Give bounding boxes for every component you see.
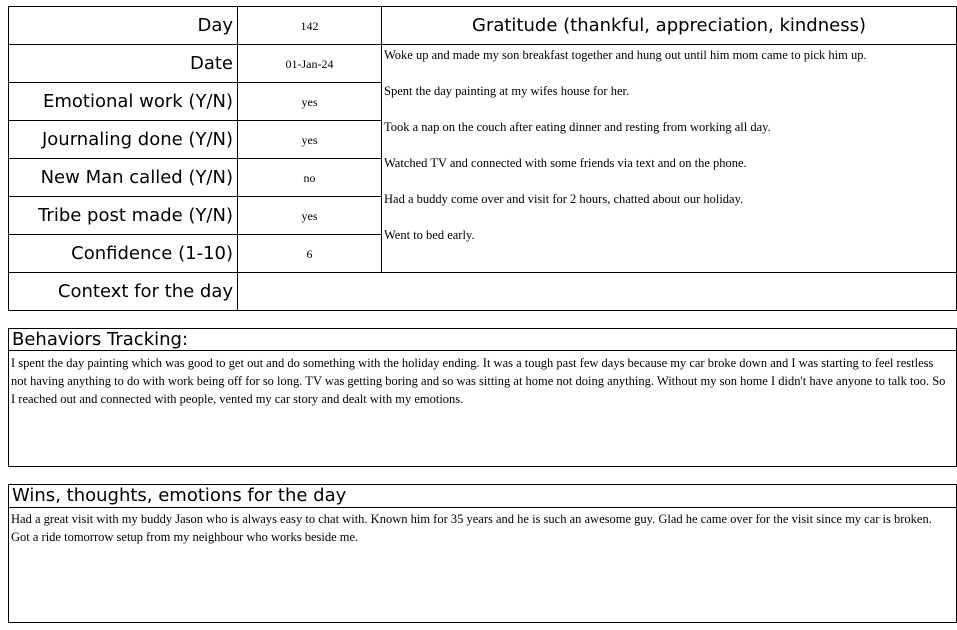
gratitude-item[interactable]: Went to bed early. bbox=[384, 228, 475, 242]
journaling-done-label: Journaling done (Y/N) bbox=[41, 129, 233, 150]
day-value[interactable]: 142 bbox=[300, 19, 319, 33]
journaling-done-value[interactable]: yes bbox=[301, 133, 318, 147]
confidence-label: Confidence (1-10) bbox=[71, 243, 233, 264]
gratitude-item[interactable]: Spent the day painting at my wifes house for her. bbox=[384, 84, 630, 98]
tribe-post-made-value[interactable]: yes bbox=[301, 209, 318, 223]
behaviors-text[interactable]: I spent the day painting which was good to get out and do something with the holiday ending. It was a tough past few days because my car broke down and I was starting to feel restless not having anything to do with work being off for so long. TV was getting boring and so was sitting at home not doing anything. Without my son home I didn't have anyone to talk too. So I reached out and connected with people, vented my car story and dealt with my emotions. bbox=[11, 356, 946, 406]
context-label: Context for the day bbox=[57, 281, 233, 302]
gratitude-list[interactable] bbox=[384, 47, 954, 263]
new-man-called-label: New Man called (Y/N) bbox=[40, 167, 233, 188]
gratitude-item[interactable]: Took a nap on the couch after eating dinner and resting from working all day. bbox=[384, 120, 771, 134]
gratitude-item[interactable]: Woke up and made my son breakfast together and hung out until him mom came to pick him up. bbox=[384, 48, 867, 62]
divider bbox=[8, 507, 957, 508]
gratitude-heading: Gratitude (thankful, appreciation, kindness) bbox=[472, 15, 866, 36]
new-man-called-value[interactable]: no bbox=[303, 171, 316, 185]
confidence-value[interactable]: 6 bbox=[306, 247, 313, 261]
wins-title: Wins, thoughts, emotions for the day bbox=[12, 485, 347, 506]
day-label: Day bbox=[197, 15, 233, 36]
date-label: Date bbox=[189, 53, 233, 74]
gratitude-item[interactable]: Watched TV and connected with some friends via text and on the phone. bbox=[384, 156, 747, 170]
divider bbox=[8, 350, 957, 351]
behaviors-title: Behaviors Tracking: bbox=[12, 329, 189, 350]
date-value[interactable]: 01-Jan-24 bbox=[285, 57, 334, 71]
context-value-cell[interactable] bbox=[238, 273, 956, 310]
divider bbox=[381, 44, 957, 45]
emotional-work-value[interactable]: yes bbox=[301, 95, 318, 109]
tribe-post-made-label: Tribe post made (Y/N) bbox=[38, 205, 233, 226]
wins-text[interactable]: Had a great visit with my buddy Jason who is always easy to chat with. Known him for 35 years and he is such an awesome guy. Glad he came over for the visit since my car is broken. Got a ride tomorrow setup from my neighbour who works beside me. bbox=[11, 512, 932, 544]
divider bbox=[381, 6, 382, 273]
emotional-work-label: Emotional work (Y/N) bbox=[42, 91, 233, 112]
gratitude-item[interactable]: Had a buddy come over and visit for 2 hours, chatted about our holiday. bbox=[384, 192, 744, 206]
